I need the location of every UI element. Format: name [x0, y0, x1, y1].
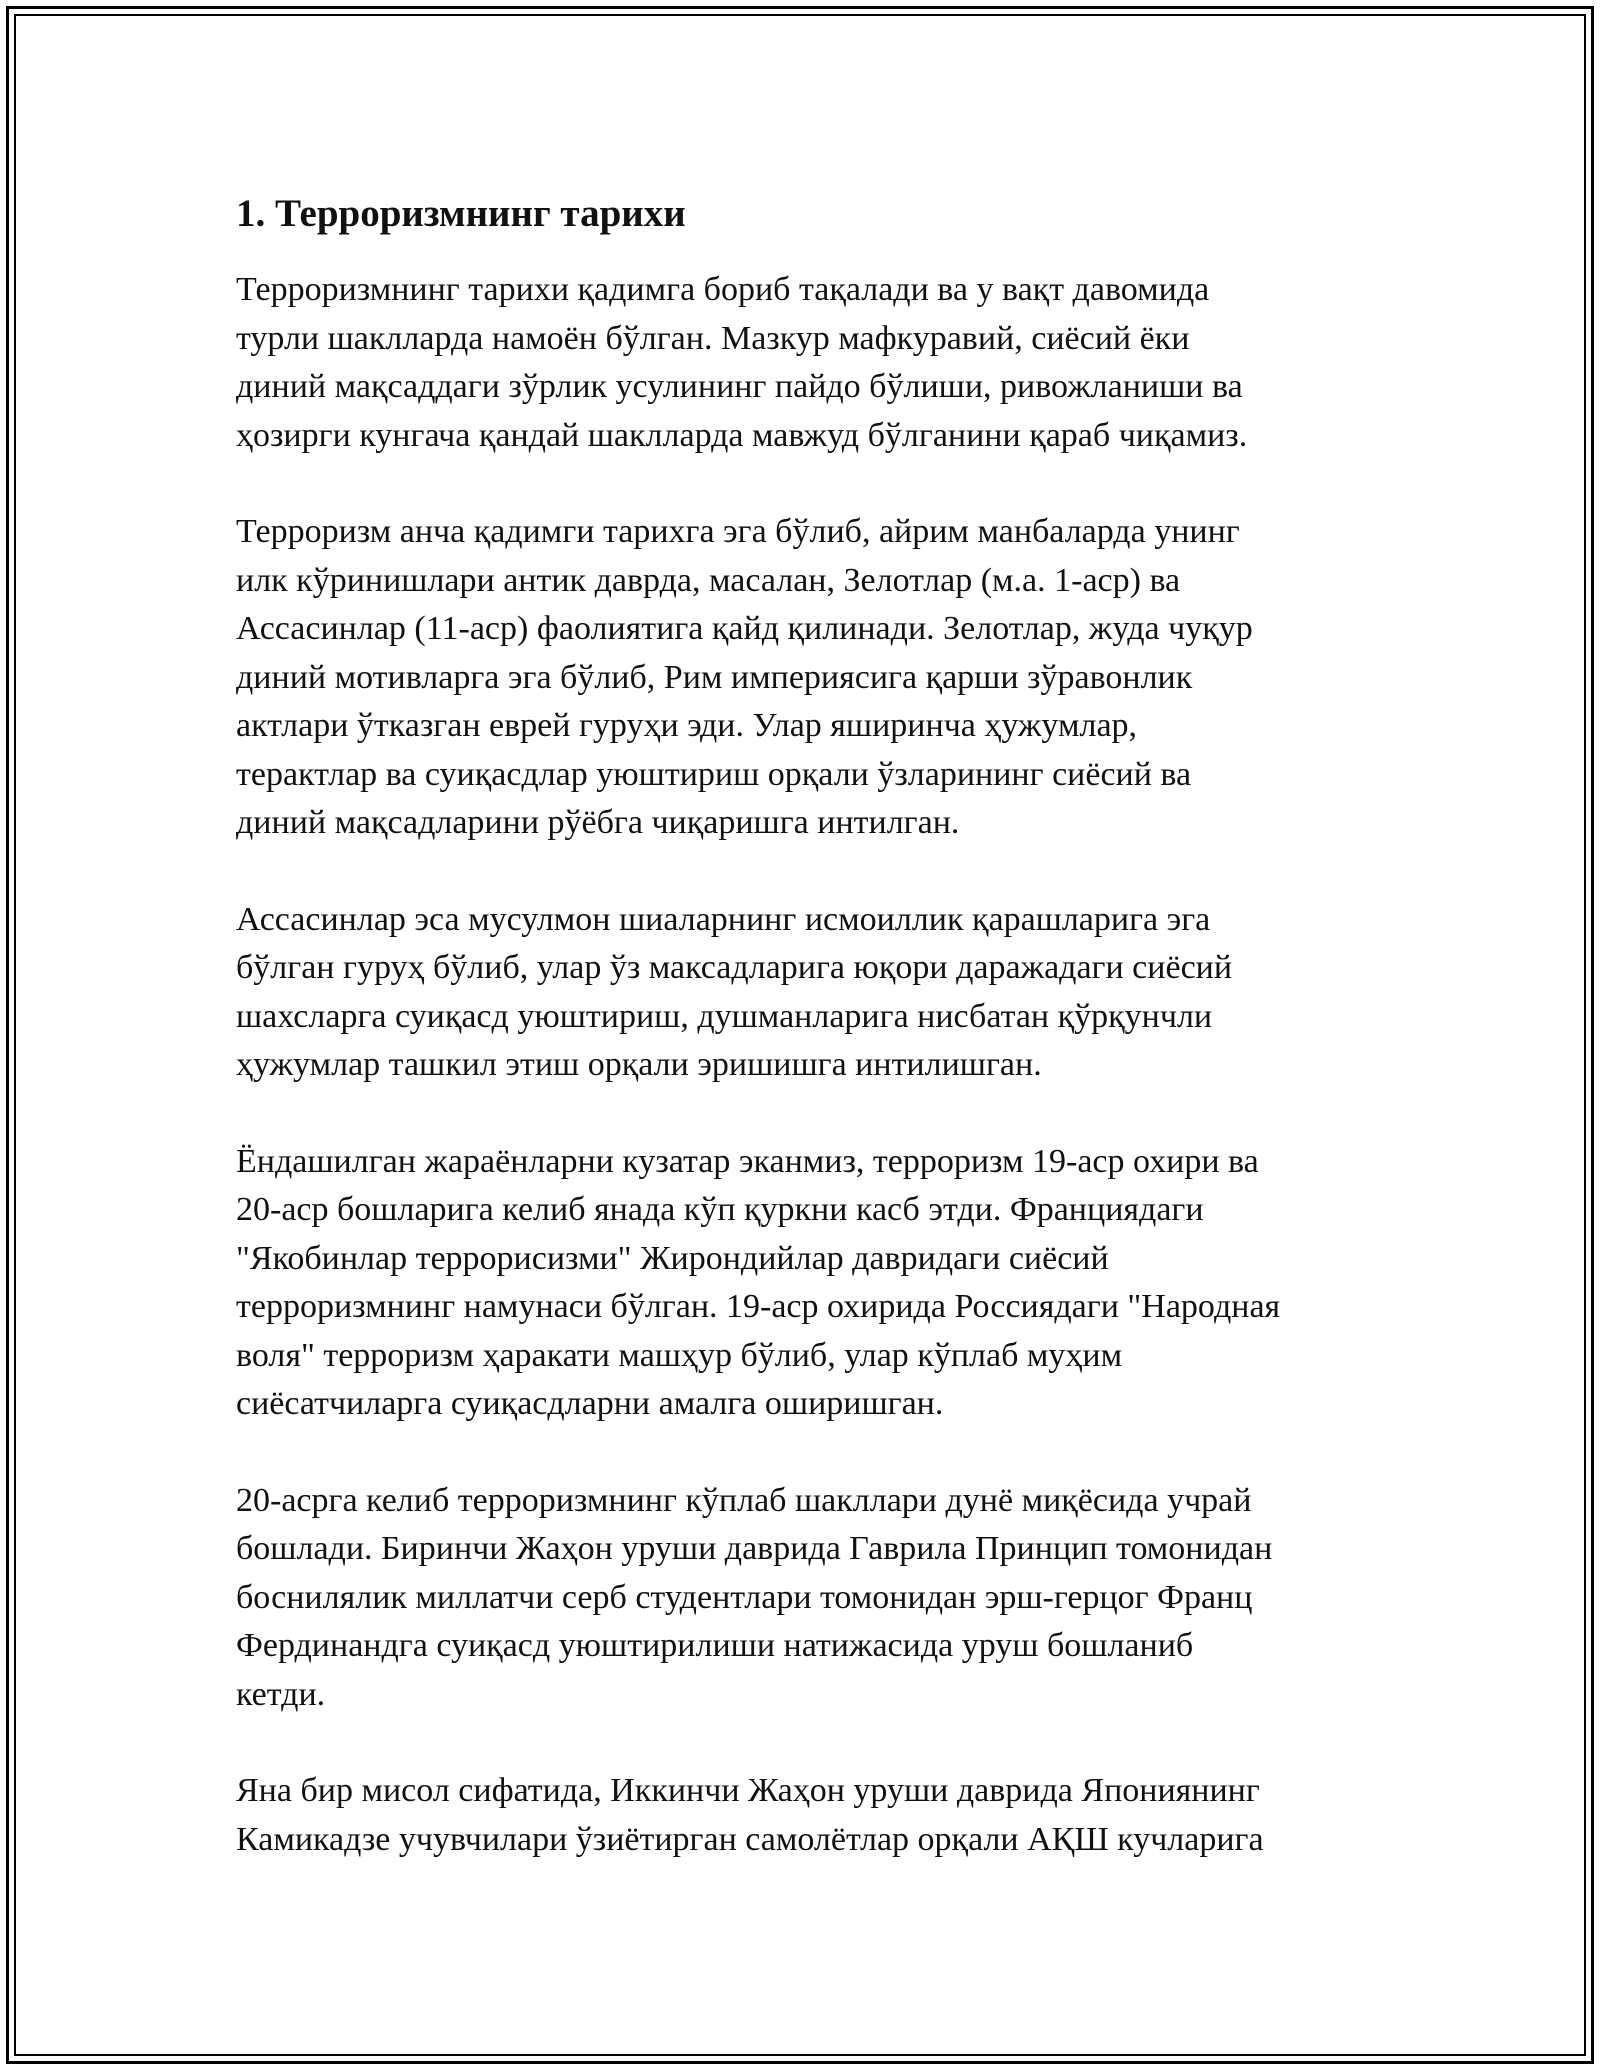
paragraph-6 [236, 1767, 1371, 1864]
text-line: бўлган гуруҳ бўлиб, улар ўз максадларига юқори даражадаги сиёсий [236, 949, 1233, 986]
text-line: терактлар ва суиқасдлар уюштириш орқали ўзларининг сиёсий ва [236, 755, 1192, 793]
text-line: диний мақсаддаги зўрлик усулининг пайдо бўлиши, ривожланиши ва [236, 368, 1243, 405]
paragraph-1 [236, 266, 1371, 460]
text-line: Терроризм анча қадимги тарихга эга бўлиб, айрим манбаларда унинг [236, 513, 1240, 550]
text-line: кетди. [236, 1675, 326, 1713]
paragraph-2 [236, 508, 1371, 848]
text-line: диний мотивларга эга бўлиб, Рим империясига қарши зўравонлик [236, 658, 1193, 696]
text-line: турли шаклларда намоён бўлган. Мазкур мафкуравий, сиёсий ёки [236, 319, 1190, 357]
text-line: Яна бир мисол сифатида, Иккинчи Жаҳон уруши даврида Япониянинг [236, 1772, 1260, 1809]
text-line: "Якобинлар террорисизми" Жирондийлар давридаги сиёсий [236, 1239, 1109, 1277]
text-line: шахсларга суиқасд уюштириш, душманларига нисбатан қўрқунчли [236, 997, 1213, 1035]
text-line: ҳозирги кунгача қандай шаклларда мавжуд бўлганини қараб чиқамиз. [236, 416, 1248, 454]
text-line: боснилялик миллатчи серб студентлари томонидан эрш-герцог Франц [236, 1578, 1253, 1616]
section-heading: 1. Терроризмнинг тарихи [236, 192, 686, 235]
text-line: сиёсатчиларга суиқасдларни амалга оширишган. [236, 1385, 944, 1422]
text-line: терроризмнинг намунаси бўлган. 19-аср охирида Россиядаги "Народная [236, 1288, 1281, 1325]
document-body [236, 190, 1371, 1912]
text-line: 20-асрга келиб терроризмнинг кўплаб шакллари дунё миқёсида учрай [236, 1481, 1252, 1519]
text-line: диний мақсадларини рўёбга чиқаришга интилган. [236, 804, 960, 841]
paragraph-4 [236, 1138, 1371, 1429]
text-line: Ассасинлар эса мусулмон шиаларнинг исмоиллик қарашларига эга [236, 900, 1211, 938]
text-line: воля" терроризм ҳаракати машҳур бўлиб, улар кўплаб муҳим [236, 1336, 1123, 1374]
text-line: илк кўринишлари антик даврда, масалан, Зелотлар (м.а. 1-аср) ва [236, 561, 1181, 599]
paragraph-3 [236, 896, 1371, 1090]
text-line: 20-аср бошларига келиб янада кўп қуркни касб этди. Франциядаги [236, 1191, 1204, 1228]
text-line: Ассасинлар (11-аср) фаолиятига қайд қилинади. Зелотлар, жуда чуқур [236, 610, 1253, 647]
paragraph-5 [236, 1477, 1371, 1720]
text-line: Камикадзе учувчилари ўзиётирган самолётлар орқали АҚШ кучларига [236, 1820, 1264, 1858]
text-line: бошлади. Биринчи Жаҳон уруши даврида Гаврила Принцип томонидан [236, 1530, 1273, 1567]
text-line: актлари ўтказган еврей гуруҳи эди. Улар яширинча ҳужумлар, [236, 707, 1138, 744]
text-line: Фердинандга суиқасд уюштирилиши натижасида уруш бошланиб [236, 1627, 1194, 1664]
text-line: ҳужумлар ташкил этиш орқали эришишга интилишган. [236, 1046, 1042, 1083]
text-line: Терроризмнинг тарихи қадимга бориб тақалади ва у вақт давомида [236, 271, 1210, 308]
text-line: Ёндашилган жараёнларни кузатар эканмиз, терроризм 19-аср охири ва [236, 1142, 1259, 1180]
